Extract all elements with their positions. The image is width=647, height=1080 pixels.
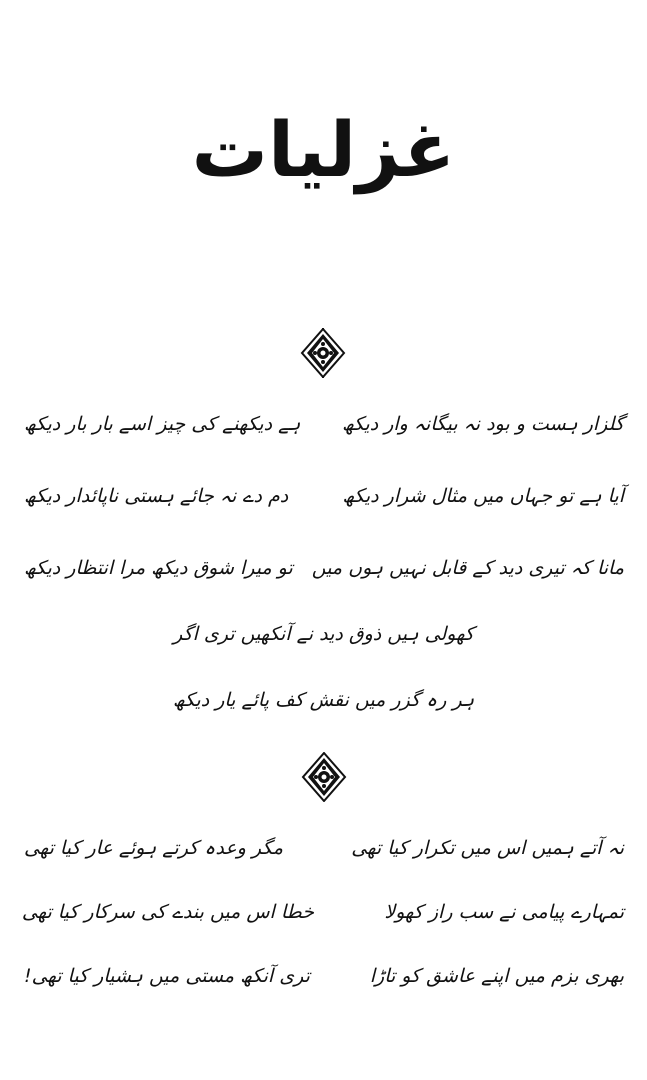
misra-second: تو میرا شوق دیکھ مرا انتظار دیکھ bbox=[24, 557, 293, 579]
misra-second: دم دے نہ جائے ہستی ناپائدار دیکھ bbox=[24, 485, 289, 507]
misra-second: مگر وعدہ کرتے ہوئے عار کیا تھی bbox=[24, 837, 284, 859]
misra-first: آیا ہے تو جہاں میں مثال شرار دیکھ bbox=[342, 485, 624, 507]
misra-first: بھری بزم میں اپنے عاشق کو تاڑا bbox=[369, 965, 624, 987]
misra-second: تری آنکھ مستی میں ہشیار کیا تھی! bbox=[24, 965, 310, 987]
misra-second: ہے دیکھنے کی چیز اسے بار بار دیکھ bbox=[24, 413, 301, 435]
page-title: غزلیات bbox=[191, 105, 456, 194]
floral-ornament-icon bbox=[300, 328, 346, 378]
couplet-2 bbox=[24, 484, 624, 509]
floral-ornament-icon bbox=[301, 752, 347, 802]
misra-first: تمہارے پیامی نے سب راز کھولا bbox=[384, 901, 624, 923]
couplet-6 bbox=[24, 964, 624, 989]
couplet-5 bbox=[21, 900, 624, 925]
couplet-3 bbox=[24, 556, 624, 581]
misra-first: گلزار ہست و بود نہ بیگانہ وار دیکھ bbox=[341, 413, 624, 435]
misra-first: نہ آتے ہمیں اس میں تکرار کیا تھی bbox=[351, 837, 624, 859]
misra-second: خطا اس میں بندے کی سرکار کیا تھی bbox=[21, 901, 314, 923]
couplet-1 bbox=[24, 412, 624, 437]
closing-misra-first: کھولی ہیں ذوق دید نے آنکھیں تری اگر bbox=[173, 623, 474, 645]
couplet-4 bbox=[24, 836, 624, 861]
closing-misra-second: ہر رہ گزر میں نقش کف پائے یار دیکھ bbox=[172, 689, 475, 711]
misra-first: مانا کہ تیری دید کے قابل نہیں ہوں میں bbox=[311, 557, 624, 579]
